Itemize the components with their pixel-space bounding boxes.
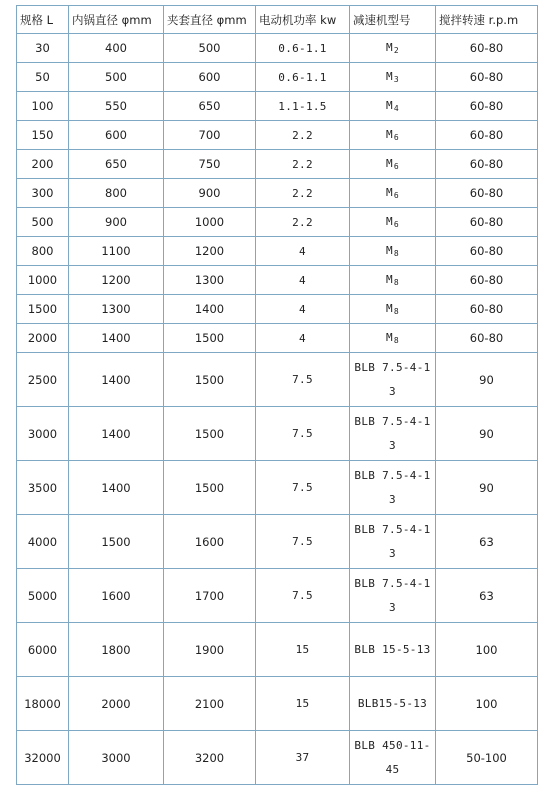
reducer-model-cell-text: BLB 7.5-4-13 [354,576,431,614]
inner-diameter-cell [69,208,164,237]
spec-cell-text: 2000 [27,331,58,345]
jacket-diameter-cell [164,461,256,515]
inner-diameter-cell [69,237,164,266]
stir-speed-cell [436,266,538,295]
reducer-model-cell-text: M [385,70,393,83]
table-row [17,92,538,121]
motor-power-cell [256,150,350,179]
jacket-diameter-cell-text: 1500 [194,480,225,495]
spec-cell-text: 50 [35,70,50,84]
jacket-diameter-cell-text: 1500 [194,426,225,441]
stir-speed-cell [436,677,538,731]
table-row [17,63,538,92]
spec-cell-text: 3500 [27,480,58,495]
motor-power-cell [256,63,350,92]
jacket-diameter-cell [164,121,256,150]
inner-diameter-cell-text: 400 [105,41,127,55]
jacket-diameter-cell-text: 700 [198,128,221,142]
motor-power-cell [256,461,350,515]
spec-cell [17,92,69,121]
inner-diameter-cell-text: 1300 [101,302,131,316]
inner-diameter-cell [69,121,164,150]
stir-speed-cell [436,121,538,150]
header-jacket-diameter: 夹套直径 φmm [164,6,256,34]
spec-cell-text: 200 [31,157,54,171]
spec-cell-text: 800 [31,244,54,258]
motor-power-cell-text: 7.5 [292,589,313,602]
motor-power-cell [256,92,350,121]
jacket-diameter-cell-text: 1400 [194,302,225,316]
spec-cell [17,677,69,731]
reducer-model-cell [350,121,436,150]
motor-power-cell [256,295,350,324]
spec-cell [17,515,69,569]
motor-power-cell [256,324,350,353]
motor-power-cell-text: 2.2 [292,215,313,229]
jacket-diameter-cell [164,179,256,208]
reducer-subscript: 6 [393,162,400,171]
reducer-model-cell-text: BLB 450-11-45 [354,738,431,776]
jacket-diameter-cell [164,569,256,623]
motor-power-cell [256,208,350,237]
reducer-model-cell [350,295,436,324]
jacket-diameter-cell [164,515,256,569]
jacket-diameter-cell [164,237,256,266]
table-row [17,731,538,785]
table-row [17,353,538,407]
spec-cell [17,731,69,785]
reducer-model-cell-text: M [385,302,393,315]
jacket-diameter-cell [164,677,256,731]
stir-speed-cell-text: 90 [479,426,494,441]
motor-power-cell-text: 15 [295,643,310,656]
table-row [17,237,538,266]
inner-diameter-cell-text: 1400 [101,331,131,345]
reducer-model-cell-text: M [385,128,393,141]
inner-diameter-cell [69,677,164,731]
table-row [17,324,538,353]
stir-speed-cell-text: 60-80 [469,99,504,113]
jacket-diameter-cell [164,623,256,677]
inner-diameter-cell [69,515,164,569]
reducer-model-cell [350,324,436,353]
stir-speed-cell-text: 60-80 [469,128,504,142]
jacket-diameter-cell-text: 900 [198,186,221,200]
stir-speed-cell [436,623,538,677]
inner-diameter-cell-text: 1200 [101,273,131,287]
reducer-model-cell [350,34,436,63]
reducer-subscript: 2 [393,46,400,55]
table-row [17,34,538,63]
header-spec: 规格 L [17,6,69,34]
jacket-diameter-cell-text: 1700 [194,588,225,603]
inner-diameter-cell-text: 1500 [101,534,131,549]
reducer-model-cell [350,150,436,179]
motor-power-cell [256,623,350,677]
inner-diameter-cell [69,63,164,92]
stir-speed-cell [436,63,538,92]
spec-cell [17,121,69,150]
inner-diameter-cell [69,407,164,461]
stir-speed-cell-text: 100 [475,696,498,711]
stir-speed-cell [436,92,538,121]
inner-diameter-cell-text: 1400 [101,426,131,441]
table-row [17,150,538,179]
jacket-diameter-cell [164,92,256,121]
spec-table [16,5,538,785]
motor-power-cell-text: 4 [299,244,306,258]
reducer-model-cell [350,92,436,121]
stir-speed-cell [436,150,538,179]
motor-power-cell-text: 7.5 [292,373,313,386]
reducer-subscript: 8 [393,307,400,316]
table-row [17,461,538,515]
stir-speed-cell-text: 60-80 [469,302,504,316]
motor-power-cell-text: 0.6-1.1 [278,70,327,84]
jacket-diameter-cell-text: 1900 [194,642,225,657]
reducer-model-cell-text: BLB15-5-13 [357,696,428,710]
inner-diameter-cell [69,179,164,208]
motor-power-cell [256,731,350,785]
spec-cell [17,63,69,92]
inner-diameter-cell [69,731,164,785]
table-row [17,677,538,731]
inner-diameter-cell [69,324,164,353]
stir-speed-cell [436,34,538,63]
table-row [17,121,538,150]
spec-cell-text: 150 [31,128,54,142]
table-row [17,266,538,295]
motor-power-cell-text: 1.1-1.5 [278,99,327,113]
reducer-model-cell-text: BLB 7.5-4-13 [354,468,431,506]
inner-diameter-cell-text: 650 [105,157,127,171]
spec-cell-text: 5000 [27,588,58,603]
reducer-subscript: 4 [393,104,400,113]
jacket-diameter-cell-text: 1300 [194,273,225,287]
inner-diameter-cell-text: 1100 [101,244,131,258]
reducer-model-cell [350,407,436,461]
spec-cell [17,353,69,407]
motor-power-cell-text: 4 [299,331,306,345]
jacket-diameter-cell-text: 2100 [194,696,225,711]
inner-diameter-cell-text: 3000 [101,750,131,765]
reducer-subscript: 6 [393,191,400,200]
reducer-model-cell-text: M [385,157,393,170]
jacket-diameter-cell [164,208,256,237]
motor-power-cell [256,34,350,63]
jacket-diameter-cell-text: 1000 [194,215,225,229]
inner-diameter-cell [69,295,164,324]
motor-power-cell [256,515,350,569]
inner-diameter-cell-text: 1600 [101,588,131,603]
table-row [17,295,538,324]
reducer-model-cell-text: BLB 7.5-4-13 [354,414,431,452]
spec-cell-text: 18000 [24,696,61,711]
jacket-diameter-cell [164,63,256,92]
spec-cell-text: 1500 [27,302,58,316]
reducer-model-cell [350,266,436,295]
jacket-diameter-cell-text: 600 [198,70,221,84]
spec-cell-text: 3000 [27,426,58,441]
spec-cell [17,295,69,324]
reducer-model-cell [350,179,436,208]
reducer-model-cell [350,569,436,623]
table-row [17,569,538,623]
stir-speed-cell-text: 90 [479,480,494,495]
stir-speed-cell-text: 60-80 [469,215,504,229]
reducer-subscript: 8 [393,278,400,287]
spec-cell-text: 300 [31,186,54,200]
jacket-diameter-cell-text: 500 [198,41,221,55]
reducer-model-cell-text: BLB 15-5-13 [354,642,431,656]
reducer-subscript: 6 [393,133,400,142]
header-inner-diameter: 内锅直径 φmm [69,6,164,34]
reducer-model-cell-text: M [385,273,393,286]
jacket-diameter-cell [164,731,256,785]
table-row [17,407,538,461]
reducer-model-cell [350,63,436,92]
jacket-diameter-cell-text: 1500 [194,331,225,345]
jacket-diameter-cell-text: 1200 [194,244,225,258]
stir-speed-cell-text: 100 [475,642,498,657]
stir-speed-cell-text: 60-80 [469,244,504,258]
jacket-diameter-cell-text: 650 [198,99,221,113]
spec-cell [17,237,69,266]
stir-speed-cell [436,569,538,623]
spec-cell-text: 500 [31,215,54,229]
stir-speed-cell-text: 90 [479,372,494,387]
motor-power-cell-text: 7.5 [292,535,313,548]
inner-diameter-cell-text: 600 [105,128,127,142]
motor-power-cell [256,353,350,407]
spec-cell [17,34,69,63]
reducer-model-cell-text: M [385,41,393,54]
spec-cell-text: 100 [31,99,54,113]
inner-diameter-cell-text: 800 [105,186,127,200]
motor-power-cell [256,407,350,461]
stir-speed-cell [436,208,538,237]
spec-cell [17,208,69,237]
jacket-diameter-cell [164,324,256,353]
header-row [17,6,538,34]
stir-speed-cell-text: 60-80 [469,41,504,55]
jacket-diameter-cell [164,407,256,461]
reducer-model-cell-text: M [385,186,393,199]
reducer-model-cell-text: M [385,331,393,344]
spec-cell [17,266,69,295]
stir-speed-cell [436,407,538,461]
header-stir-speed: 搅拌转速 r.p.m [436,6,538,34]
inner-diameter-cell-text: 550 [105,99,127,113]
spec-cell [17,179,69,208]
inner-diameter-cell [69,34,164,63]
inner-diameter-cell [69,92,164,121]
stir-speed-cell-text: 63 [479,588,494,603]
reducer-model-cell-text: BLB 7.5-4-13 [354,360,431,398]
reducer-model-cell [350,623,436,677]
inner-diameter-cell-text: 1400 [101,480,131,495]
motor-power-cell-text: 7.5 [292,481,313,494]
spec-cell-text: 1000 [27,273,58,287]
table-row [17,208,538,237]
jacket-diameter-cell-text: 750 [198,157,221,171]
motor-power-cell [256,121,350,150]
jacket-diameter-cell [164,295,256,324]
inner-diameter-cell-text: 900 [105,215,127,229]
jacket-diameter-cell [164,353,256,407]
spec-cell-text: 6000 [27,642,58,657]
inner-diameter-cell [69,569,164,623]
inner-diameter-cell [69,266,164,295]
motor-power-cell [256,677,350,731]
jacket-diameter-cell [164,150,256,179]
reducer-model-cell-text: M [385,99,393,112]
reducer-model-cell-text: M [385,244,393,257]
spec-cell [17,569,69,623]
motor-power-cell [256,179,350,208]
reducer-model-cell-text: BLB 7.5-4-13 [354,522,431,560]
stir-speed-cell-text: 60-80 [469,186,504,200]
reducer-subscript: 8 [393,336,400,345]
stir-speed-cell [436,353,538,407]
inner-diameter-cell [69,353,164,407]
motor-power-cell [256,569,350,623]
jacket-diameter-cell [164,34,256,63]
motor-power-cell-text: 2.2 [292,128,313,142]
table-row [17,623,538,677]
inner-diameter-cell-text: 1800 [101,642,131,657]
reducer-model-cell [350,208,436,237]
motor-power-cell-text: 0.6-1.1 [278,41,327,55]
reducer-model-cell [350,353,436,407]
spec-cell [17,324,69,353]
stir-speed-cell [436,461,538,515]
stir-speed-cell [436,295,538,324]
inner-diameter-cell-text: 500 [105,70,127,84]
reducer-subscript: 3 [393,75,400,84]
table-row [17,515,538,569]
stir-speed-cell-text: 60-80 [469,157,504,171]
spec-cell [17,461,69,515]
motor-power-cell-text: 7.5 [292,427,313,440]
jacket-diameter-cell [164,266,256,295]
jacket-diameter-cell-text: 3200 [194,750,225,765]
reducer-subscript: 8 [393,249,400,258]
inner-diameter-cell [69,150,164,179]
jacket-diameter-cell-text: 1500 [194,372,225,387]
motor-power-cell-text: 2.2 [292,186,313,200]
reducer-model-cell [350,731,436,785]
spec-cell-text: 2500 [27,372,58,387]
stir-speed-cell-text: 60-80 [469,331,504,345]
spec-cell-text: 30 [35,41,50,55]
stir-speed-cell [436,731,538,785]
stir-speed-cell [436,237,538,266]
stir-speed-cell-text: 60-80 [469,70,504,84]
spec-cell [17,150,69,179]
reducer-subscript: 6 [393,220,400,229]
table-row [17,179,538,208]
reducer-model-cell [350,237,436,266]
inner-diameter-cell-text: 1400 [101,372,131,387]
spec-cell-text: 4000 [27,534,58,549]
motor-power-cell [256,266,350,295]
inner-diameter-cell-text: 2000 [101,696,131,711]
header-motor-power: 电动机功率 kw [256,6,350,34]
inner-diameter-cell [69,623,164,677]
motor-power-cell-text: 37 [295,751,310,764]
stir-speed-cell-text: 50-100 [466,750,507,765]
reducer-model-cell-text: M [385,215,393,228]
jacket-diameter-cell-text: 1600 [194,534,225,549]
motor-power-cell-text: 2.2 [292,157,313,171]
reducer-model-cell [350,677,436,731]
stir-speed-cell-text: 60-80 [469,273,504,287]
header-reducer-model: 减速机型号 [350,6,436,34]
motor-power-cell [256,237,350,266]
reducer-model-cell [350,461,436,515]
stir-speed-cell [436,179,538,208]
motor-power-cell-text: 15 [295,697,310,710]
motor-power-cell-text: 4 [299,273,306,287]
reducer-model-cell [350,515,436,569]
motor-power-cell-text: 4 [299,302,306,316]
spec-cell [17,407,69,461]
stir-speed-cell [436,515,538,569]
spec-cell [17,623,69,677]
spec-cell-text: 32000 [24,750,61,765]
stir-speed-cell [436,324,538,353]
stir-speed-cell-text: 63 [479,534,494,549]
inner-diameter-cell [69,461,164,515]
